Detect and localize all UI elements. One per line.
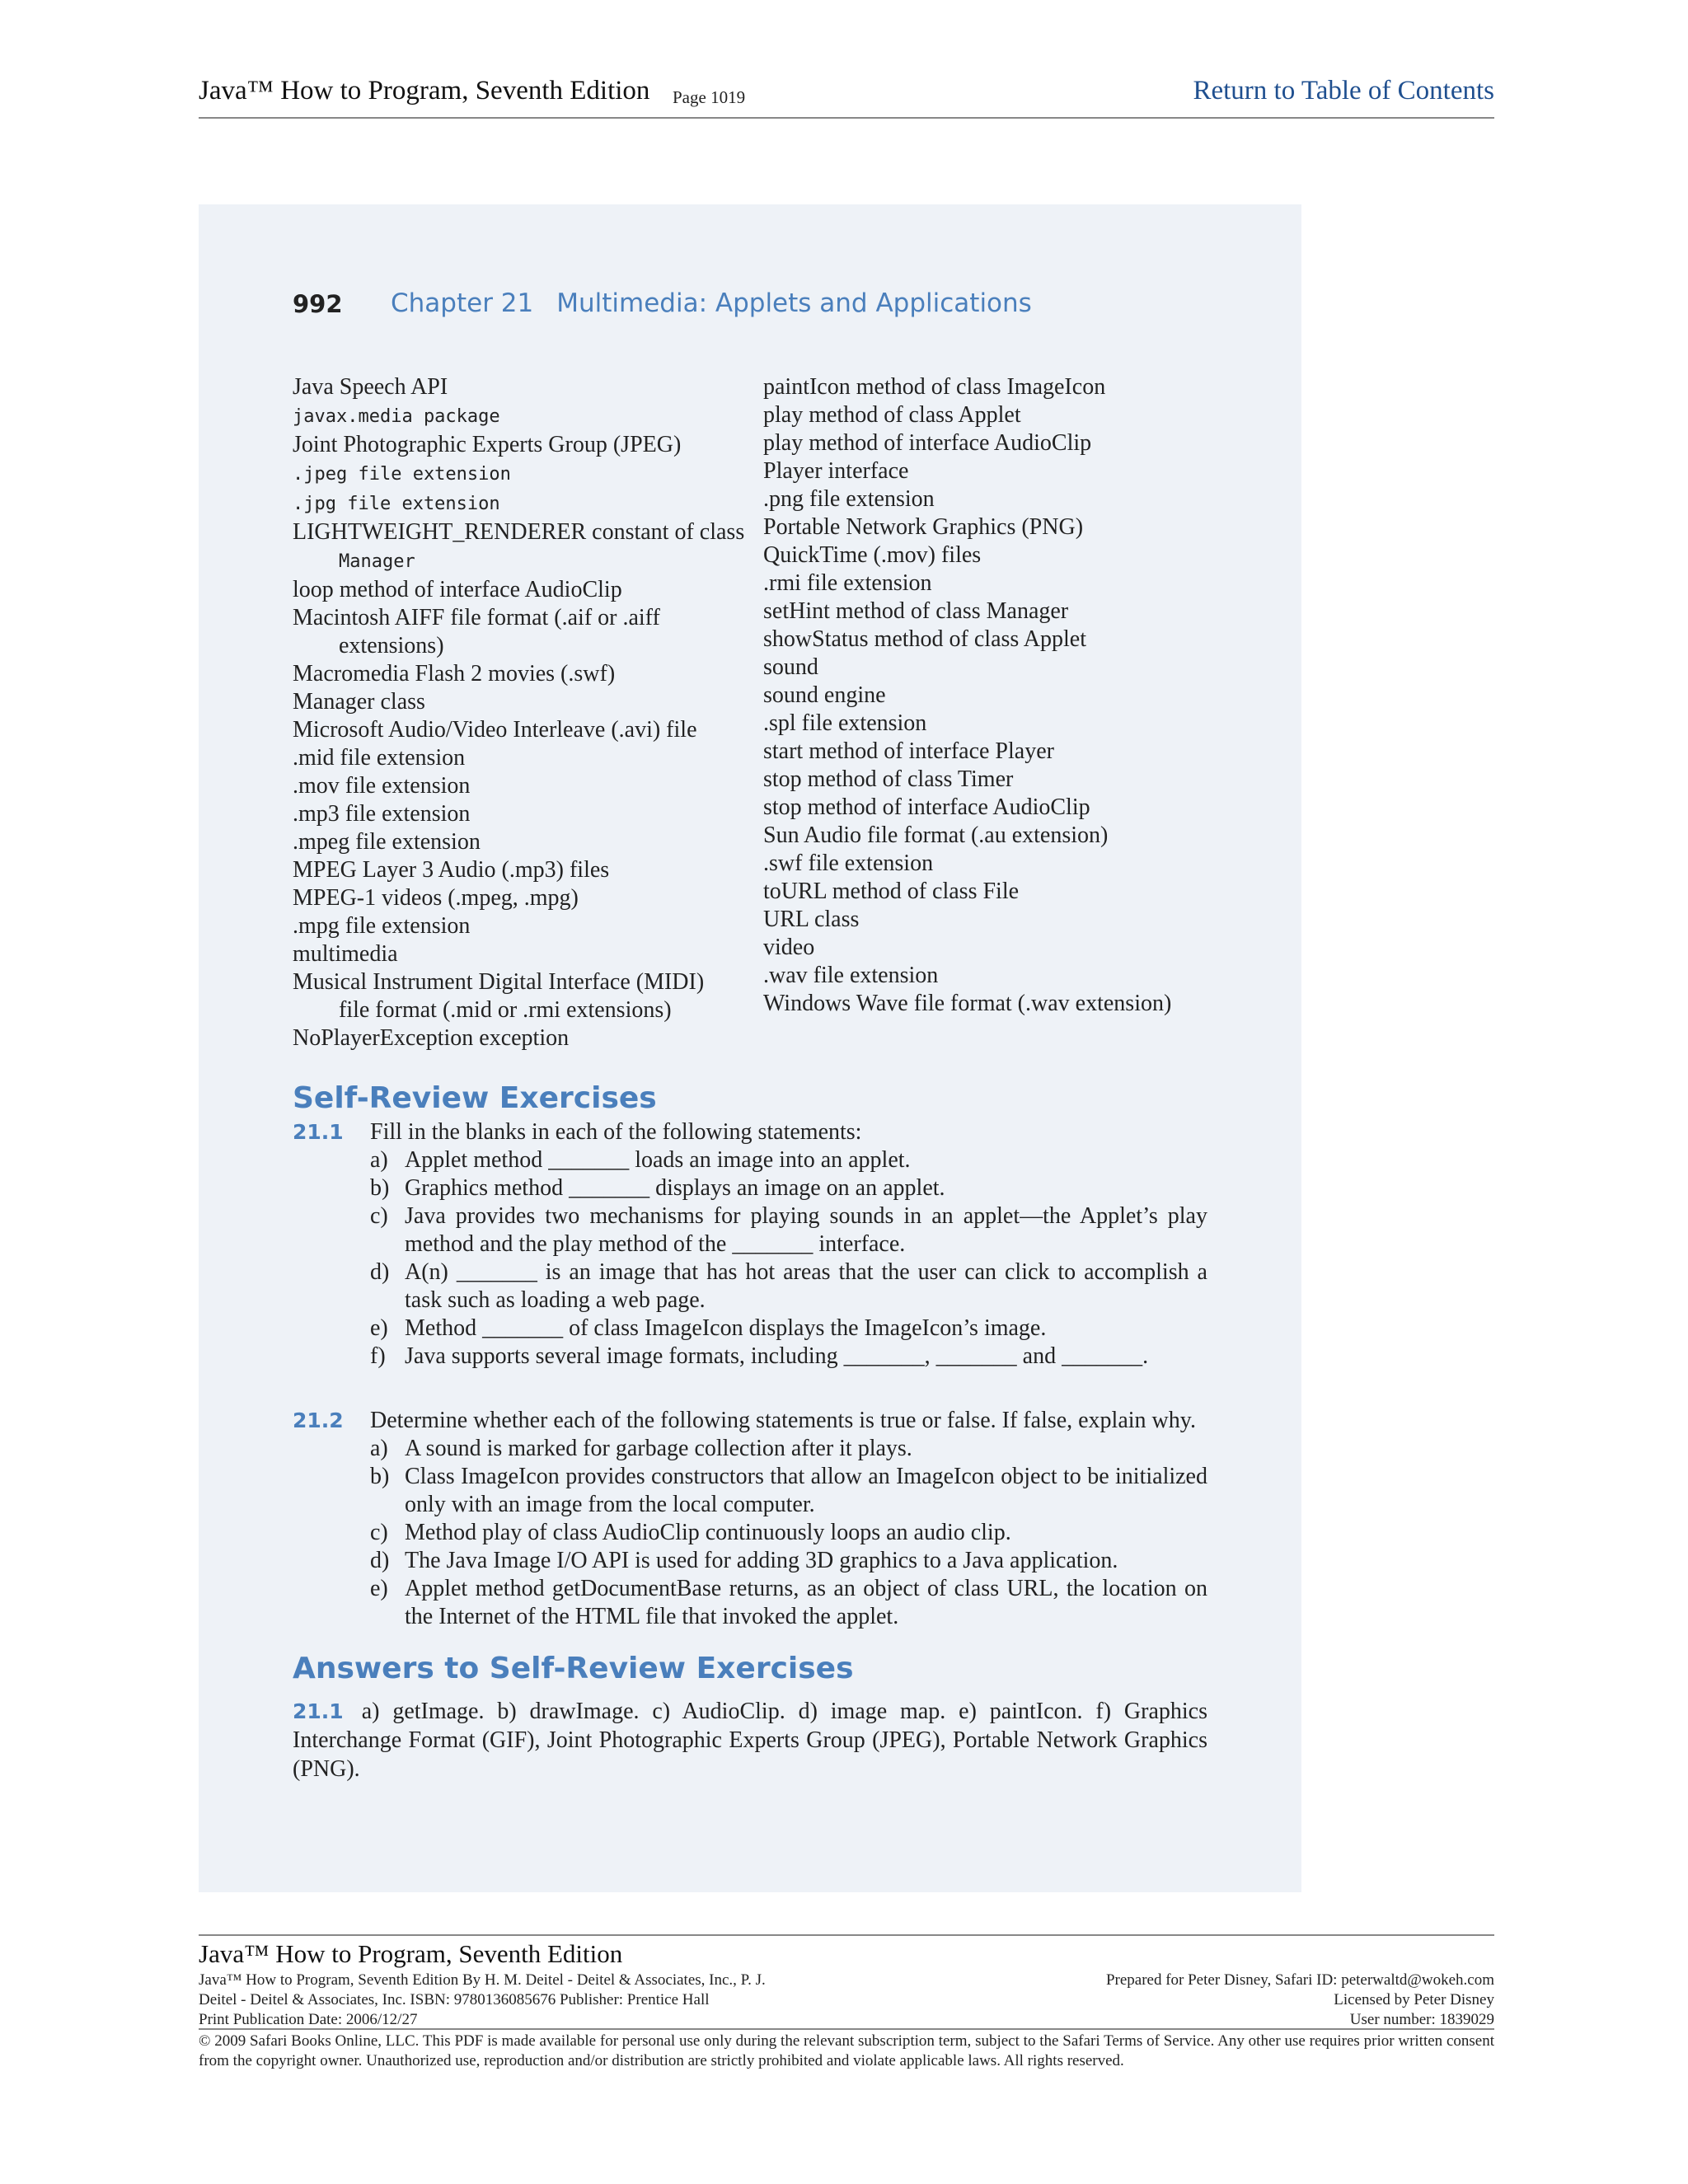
term: .swf file extension — [763, 851, 934, 876]
terms-list-right — [763, 373, 1274, 1018]
exercise-item: b) Class ImageIcon provides constructors that allow an ImageIcon object to be initialized only with an image from the local computer. — [370, 1464, 1207, 1517]
term: Joint Photographic Experts Group (JPEG) — [293, 432, 682, 457]
term: Macintosh AIFF file format (.aif or .aiff — [293, 605, 660, 630]
term: LIGHTWEIGHT_RENDERER constant of class — [293, 519, 745, 545]
term: play method of interface AudioClip — [763, 430, 1092, 456]
term: QuickTime (.mov) files — [763, 542, 982, 568]
exercise-item: b) Graphics method _______ displays an image on an applet. — [370, 1175, 945, 1201]
term-continuation: extensions) — [339, 633, 444, 658]
footer-publication-info: Java™ How to Program, Seventh Edition By H. M. Deitel - Deitel & Associates, Inc., P. J. Deitel - Deitel & Associates, Inc. ISBN: 9780136085676 Publisher: Prentice Hall Print Publication Date: 2006/12/27 — [199, 1971, 766, 2028]
answer-number: 21.1 — [293, 1699, 344, 1723]
term: .mp3 file extension — [293, 801, 471, 827]
term: .rmi file extension — [763, 570, 932, 596]
term: .mid file extension — [293, 745, 466, 771]
terms-list-left — [293, 373, 754, 1052]
header-page-number: Page 1019 — [673, 87, 746, 107]
self-review-heading: Self-Review Exercises — [293, 1081, 657, 1115]
footer-license-info: Prepared for Peter Disney, Safari ID: peterwaltd@wokeh.com Licensed by Peter Disney User number: 1839029 — [1105, 1971, 1494, 2028]
term: .jpeg file extension — [293, 464, 511, 485]
term: start method of interface Player — [763, 738, 1054, 764]
exercise-item: a) A sound is marked for garbage collection after it plays. — [370, 1436, 912, 1461]
term: NoPlayerException exception — [293, 1025, 570, 1051]
header-book-title: Java™ How to Program, Seventh Edition — [199, 76, 650, 105]
footer-copyright: © 2009 Safari Books Online, LLC. This PDF is made available for personal use only during the relevant subscription term, subject to the Safari Terms of Service. Any other use requires prior written consent from the copyright owner. Unauthorized use, reproduction and/or distribution are strictly prohibited and violate applicable laws. All rights reserved. — [199, 2028, 1494, 2071]
exercise-stem: Fill in the blanks in each of the following statements: — [370, 1119, 862, 1145]
term: video — [763, 935, 815, 960]
book-page-panel — [199, 204, 1301, 1892]
exercise-item: d) The Java Image I/O API is used for adding 3D graphics to a Java application. — [370, 1548, 1118, 1573]
term: Player interface — [763, 458, 909, 484]
term: MPEG-1 videos (.mpeg, .mpg) — [293, 885, 579, 911]
exercise-21-2 — [293, 1407, 1207, 1631]
page-header — [199, 76, 1494, 119]
term: .mpg file extension — [293, 913, 471, 939]
exercise-number: 21.1 — [293, 1120, 344, 1144]
answers-21-1 — [293, 1697, 1207, 1783]
term: toURL method of class File — [763, 879, 1020, 904]
chapter-heading — [391, 288, 1032, 318]
term: Sun Audio file format (.au extension) — [763, 823, 1109, 848]
term: MPEG Layer 3 Audio (.mp3) files — [293, 857, 610, 883]
term: Java Speech API — [293, 374, 448, 400]
term: Macromedia Flash 2 movies (.swf) — [293, 661, 616, 687]
term: .spl file extension — [763, 710, 927, 736]
exercise-stem: Determine whether each of the following statements is true or false. If false, explain why. — [370, 1408, 1196, 1433]
term: URL class — [763, 907, 860, 932]
term: javax.media package — [293, 406, 500, 427]
term: Windows Wave file format (.wav extension) — [763, 991, 1172, 1016]
term: Musical Instrument Digital Interface (MIDI) — [293, 969, 705, 995]
exercise-item: c) Java provides two mechanisms for playing sounds in an applet—the Applet’s play method and the play method of the _______ interface. — [370, 1203, 1207, 1257]
footer-book-title: Java™ How to Program, Seventh Edition — [199, 1939, 623, 1968]
exercise-item: a) Applet method _______ loads an image into an applet. — [370, 1147, 911, 1173]
term: .mpeg file extension — [293, 829, 481, 855]
term: sound engine — [763, 682, 886, 708]
term: play method of class Applet — [763, 402, 1021, 428]
exercise-item: d) A(n) _______ is an image that has hot areas that the user can click to accomplish a task such as loading a web page. — [370, 1259, 1207, 1313]
term: stop method of class Timer — [763, 766, 1014, 792]
return-to-toc-link[interactable]: Return to Table of Contents — [1193, 76, 1494, 105]
term-continuation: Manager — [339, 551, 415, 572]
chapter-title: Multimedia: Applets and Applications — [556, 288, 1032, 318]
page-footer — [199, 1934, 1494, 2069]
term: .png file extension — [763, 486, 935, 512]
exercise-item: c) Method play of class AudioClip continuously loops an audio clip. — [370, 1520, 1011, 1545]
term: Manager class — [293, 689, 425, 715]
term: .wav file extension — [763, 963, 939, 988]
term-continuation: file format (.mid or .rmi extensions) — [339, 997, 672, 1023]
exercise-number: 21.2 — [293, 1408, 344, 1432]
exercise-item: e) Applet method getDocumentBase returns, as an object of class URL, the location on the Internet of the HTML file that invoked the applet. — [370, 1576, 1207, 1629]
book-page-number: 992 — [293, 290, 343, 318]
term: stop method of interface AudioClip — [763, 794, 1090, 820]
exercise-21-1 — [293, 1118, 1207, 1371]
term: Portable Network Graphics (PNG) — [763, 514, 1084, 540]
exercise-item: e) Method _______ of class ImageIcon displays the ImageIcon’s image. — [370, 1315, 1047, 1341]
answer-text: a) getImage. b) drawImage. c) AudioClip. d) image map. e) paintIcon. f) Graphics Interchange Format (GIF), Joint Photographic Experts Group (JPEG), Portable Network Graphics (PNG). — [293, 1699, 1207, 1782]
chapter-label: Chapter 21 — [391, 288, 534, 318]
answers-heading: Answers to Self-Review Exercises — [293, 1652, 854, 1685]
term: sound — [763, 654, 818, 680]
term: showStatus method of class Applet — [763, 626, 1086, 652]
term: Microsoft Audio/Video Interleave (.avi) file — [293, 717, 697, 743]
term: paintIcon method of class ImageIcon — [763, 374, 1106, 400]
exercise-item: f) Java supports several image formats, including _______, _______ and _______. — [370, 1343, 1149, 1369]
term: .mov file extension — [293, 773, 471, 799]
term: .jpg file extension — [293, 494, 500, 514]
term: loop method of interface AudioClip — [293, 577, 622, 602]
term: setHint method of class Manager — [763, 598, 1069, 624]
term: multimedia — [293, 941, 398, 967]
